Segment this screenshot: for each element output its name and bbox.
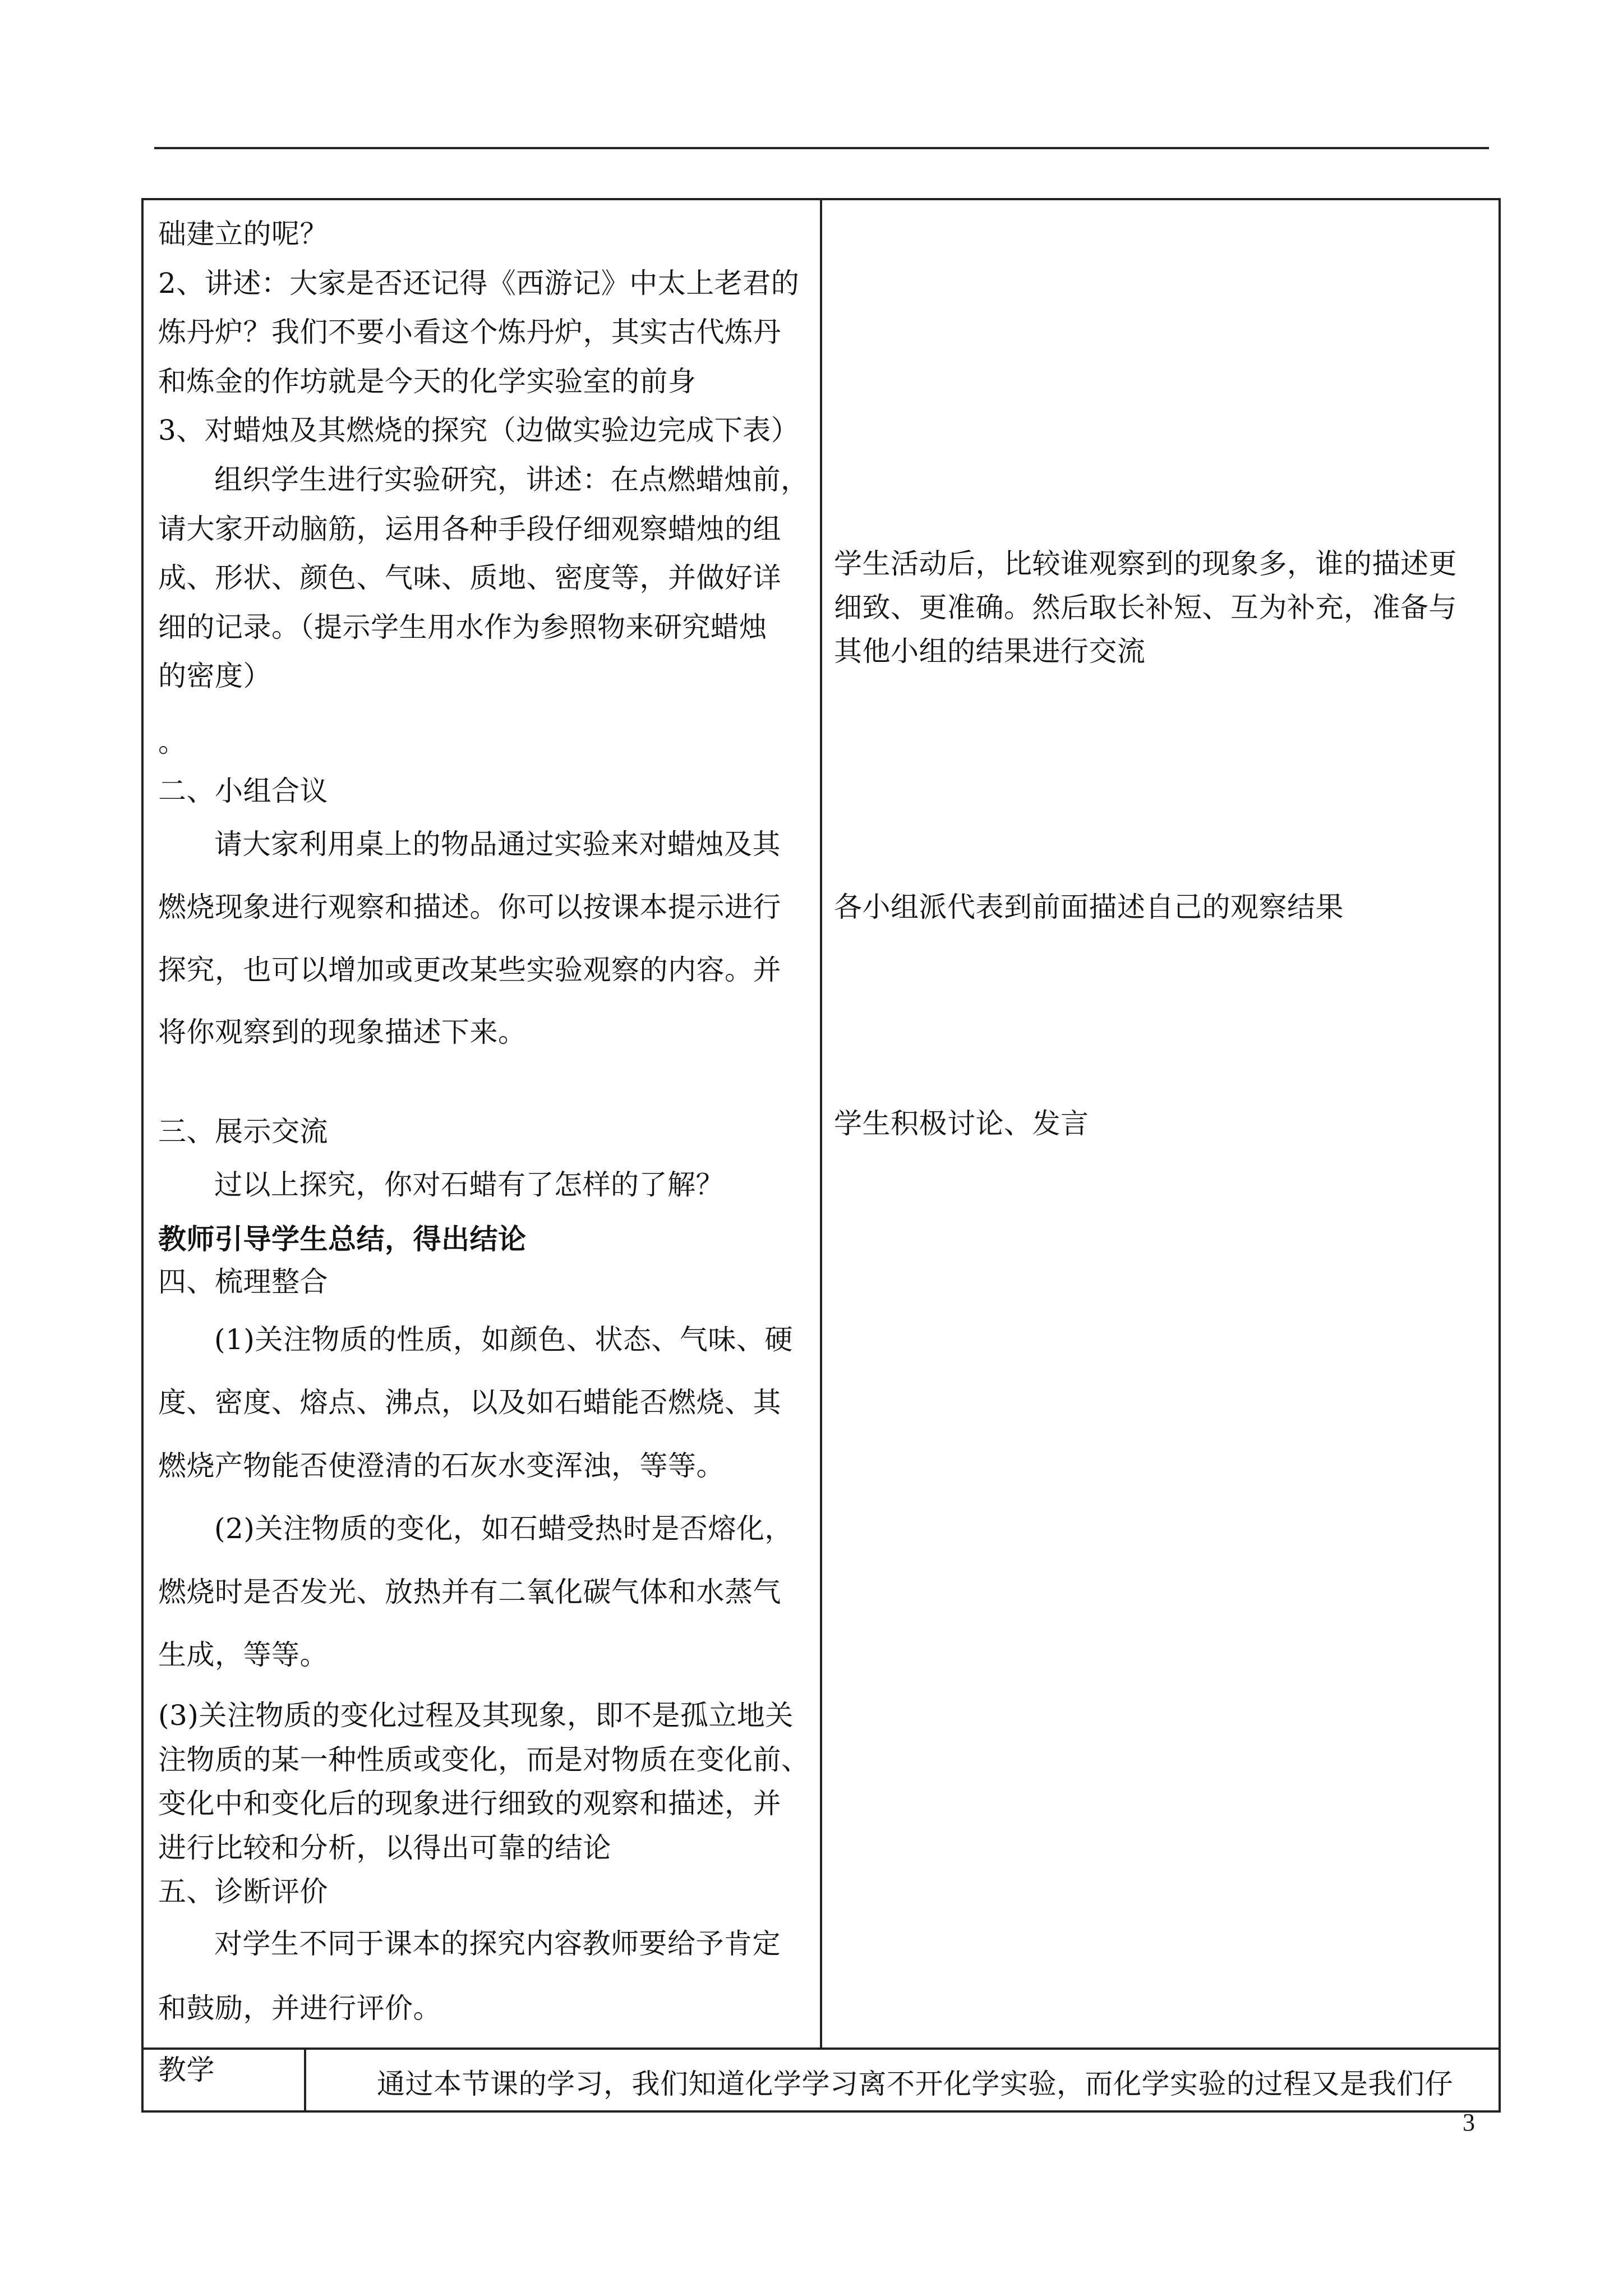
bold-line: 教师引导学生总结，得出结论	[158, 1222, 527, 1255]
text-line: 炼丹炉？我们不要小看这个炼丹炉，其实古代炼丹	[158, 316, 781, 348]
text-line: 燃烧现象进行观察和描述。你可以按课本提示进行	[158, 891, 781, 923]
section-heading: 二、小组合议	[158, 775, 328, 807]
text-line: 细的记录。（提示学生用水作为参照物来研究蜡烛	[158, 611, 767, 643]
text-line: 对学生不同于课本的探究内容教师要给予肯定	[214, 1927, 781, 1960]
text-line: 请大家开动脑筋，运用各种手段仔细观察蜡烛的组	[158, 513, 781, 545]
text-line: 的密度）	[158, 660, 271, 692]
text-line: 度、密度、熔点、沸点，以及如石蜡能否燃烧、其	[158, 1386, 781, 1419]
label-cell-divider	[304, 2047, 306, 2113]
row-divider	[141, 2047, 1501, 2050]
text-line: 各小组派代表到前面描述自己的观察结果	[834, 891, 1344, 923]
text-line: (2)关注物质的变化，如石蜡受热时是否熔化，	[214, 1512, 793, 1545]
page-number: 3	[1463, 2109, 1475, 2136]
bottom-row-label: 教学	[158, 2054, 215, 2086]
column-divider	[820, 198, 822, 2049]
text-line: 过以上探究，你对石蜡有了怎样的了解？	[214, 1168, 724, 1201]
text-line: 变化中和变化后的现象进行细致的观察和描述，并	[158, 1787, 781, 1820]
section-heading: 三、展示交流	[158, 1115, 328, 1148]
text-line: 燃烧时是否发光、放热并有二氧化碳气体和水蒸气	[158, 1576, 781, 1608]
text-line: 进行比较和分析，以得出可靠的结论	[158, 1832, 611, 1864]
text-line: (1)关注物质的性质，如颜色、状态、气味、硬	[214, 1323, 793, 1356]
text-line: 将你观察到的现象描述下来。	[158, 1016, 527, 1048]
bottom-row-text: 通过本节课的学习，我们知道化学学习离不开化学实验，而化学实验的过程又是我们仔	[377, 2068, 1453, 2100]
text-line: 组织学生进行实验研究，讲述：在点燃蜡烛前，	[214, 463, 809, 496]
text-line: 和鼓励，并进行评价。	[158, 1992, 441, 2024]
text-line: 3、对蜡烛及其燃烧的探究（边做实验边完成下表）	[158, 414, 800, 447]
section-heading: 四、梳理整合	[158, 1266, 328, 1298]
text-line: 细致、更准确。然后取长补短、互为补充，准备与	[834, 591, 1457, 624]
header-rule	[154, 147, 1489, 149]
text-line: 成、形状、颜色、气味、质地、密度等，并做好详	[158, 562, 781, 594]
text-line: 2、讲述：大家是否还记得《西游记》中太上老君的	[158, 267, 800, 300]
text-line: 探究，也可以增加或更改某些实验观察的内容。并	[158, 954, 781, 986]
text-line: 学生积极讨论、发言	[834, 1107, 1089, 1140]
text-line: 学生活动后，比较谁观察到的现象多，谁的描述更	[834, 547, 1457, 580]
text-line: 注物质的某一种性质或变化，而是对物质在变化前、	[158, 1743, 810, 1776]
text-line: 。	[158, 726, 187, 758]
text-line: 请大家利用桌上的物品通过实验来对蜡烛及其	[214, 828, 781, 861]
text-line: (3)关注物质的变化过程及其现象，即不是孤立地关	[158, 1699, 794, 1732]
text-line: 和炼金的作坊就是今天的化学实验室的前身	[158, 365, 697, 398]
text-line: 生成，等等。	[158, 1639, 328, 1671]
section-heading: 五、诊断评价	[158, 1875, 328, 1908]
text-line: 其他小组的结果进行交流	[834, 635, 1146, 668]
text-line: 础建立的呢？	[158, 218, 328, 250]
text-line: 燃烧产物能否使澄清的石灰水变浑浊，等等。	[158, 1450, 725, 1482]
